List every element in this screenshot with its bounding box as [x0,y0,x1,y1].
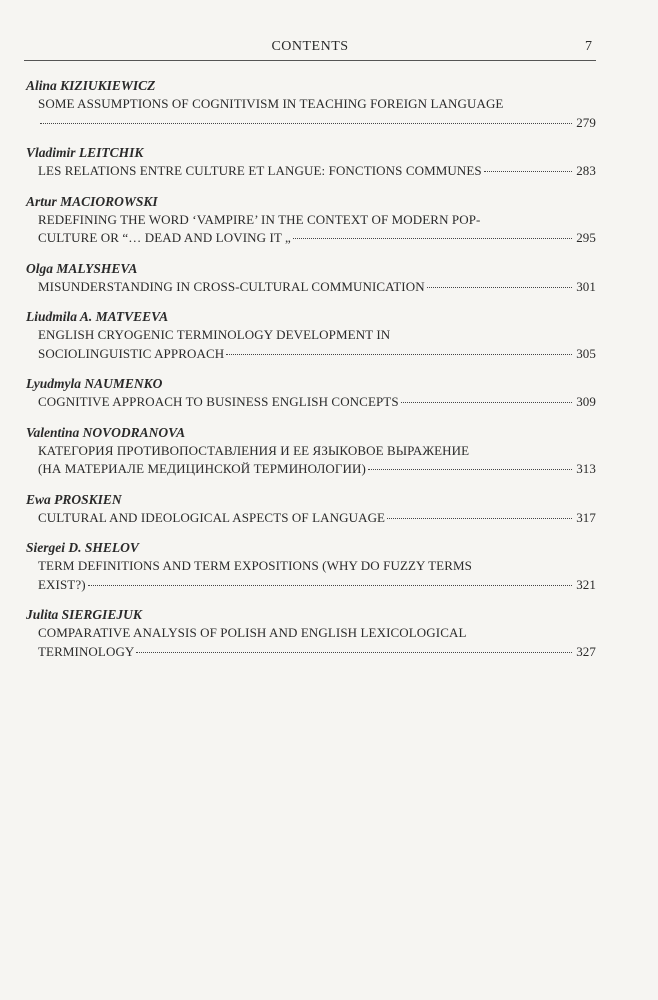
toc-entry [24,605,596,661]
entry-title [38,393,596,412]
entry-title-line: COMPARATIVE ANALYSIS OF POLISH AND ENGLISH LEXICOLOGICAL [38,625,467,640]
entry-author: Artur MACIOROWSKI [26,193,158,209]
dot-leader [40,112,572,123]
entry-page-number: 317 [576,509,596,525]
entry-author: Alina KIZIUKIEWICZ [26,78,156,93]
entry-leader-line [38,509,596,528]
entry-page-number: 327 [576,643,596,659]
dot-leader [401,392,573,403]
entry-page-number: 305 [576,345,596,361]
toc-entry [24,490,596,528]
entry-author: Ewa PROSKIEN [26,491,122,507]
entry-author: Lyudmyla NAUMENKO [26,376,163,391]
entry-leader-line [38,460,596,479]
entry-leader-line [38,229,596,248]
header-title: CONTENTS [271,39,349,54]
dot-leader [293,228,572,239]
entry-page-number: 283 [576,163,596,178]
entry-title-last-line: LES RELATIONS ENTRE CULTURE ET LANGUE: FONCTIONS COMMUNES [38,163,482,178]
entry-title [38,278,596,297]
dot-leader [88,574,573,585]
entry-title [38,557,596,594]
header-page-number: 7 [585,39,592,54]
entry-leader-line [38,278,596,297]
entry-author: Vladimir LEITCHIK [26,145,144,160]
entry-title-last-line: COGNITIVE APPROACH TO BUSINESS ENGLISH CONCEPTS [38,394,399,409]
toc-entry [24,538,596,594]
entry-page-number: 321 [576,576,596,592]
entry-page-number: 313 [576,461,596,476]
entry-title [38,509,596,528]
toc-entry [24,307,596,363]
entry-leader-line [38,114,596,133]
entry-leader-line [38,162,596,181]
dot-leader [368,459,572,470]
entry-title-last-line: EXIST?) [38,576,86,592]
entry-leader-line [38,643,596,662]
dot-leader [484,161,572,172]
entry-author: Olga MALYSHEVA [26,260,138,276]
entry-author: Siergei D. SHELOV [26,540,139,555]
dot-leader [226,343,572,354]
entry-title-line: SOME ASSUMPTIONS OF COGNITIVISM IN TEACHING FOREIGN LANGUAGE [38,96,504,111]
toc-entry [24,259,596,297]
dot-leader [427,276,573,287]
entry-title-last-line: CULTURE OR “… DEAD AND LOVING IT „ [38,230,291,245]
entry-title [38,624,596,661]
entry-title-last-line: CULTURAL AND IDEOLOGICAL ASPECTS OF LANGUAGE [38,509,386,525]
entry-leader-line [38,576,596,595]
entry-leader-line [38,393,596,412]
entry-title-line: ENGLISH CRYOGENIC TERMINOLOGY DEVELOPMENT IN [38,327,391,342]
table-of-contents [24,76,596,672]
entry-page-number: 279 [576,114,596,130]
toc-entry [24,192,596,248]
entry-title-last-line: MISUNDERSTANDING IN CROSS-CULTURAL COMMUNICATION [38,278,425,294]
running-header [24,38,596,61]
toc-entry [24,143,596,181]
entry-title [38,326,596,363]
entry-title-last-line: TERMINOLOGY [38,643,135,659]
entry-title-last-line: (НА МАТЕРИАЛЕ МЕДИЦИНСКОЙ ТЕРМИНОЛОГИИ) [38,461,366,476]
entry-title-last-line: SOCIOLINGUISTIC APPROACH [38,345,225,361]
entry-page-number: 309 [576,394,596,409]
entry-title [38,95,596,132]
entry-title-line: REDEFINING THE WORD ‘VAMPIRE’ IN THE CONTEXT OF MODERN POP- [38,211,481,227]
entry-author: Julita SIERGIEJUK [26,607,142,622]
entry-page-number: 301 [576,278,596,294]
entry-title [38,211,596,248]
toc-entry [24,76,596,132]
entry-title-line: TERM DEFINITIONS AND TERM EXPOSITIONS (WHY DO FUZZY TERMS [38,558,472,573]
dot-leader [136,641,572,652]
entry-author: Valentina NOVODRANOVA [26,424,186,440]
entry-leader-line [38,345,596,364]
entry-author: Liudmila A. MATVEEVA [26,309,169,324]
entry-title [38,162,596,181]
dot-leader [387,507,572,518]
entry-title-line: КАТЕГОРИЯ ПРОТИВОПОСТАВЛЕНИЯ И ЕЕ ЯЗЫКОВОЕ ВЫРАЖЕНИЕ [38,442,470,458]
entry-page-number: 295 [576,230,596,245]
toc-entry [24,374,596,412]
entry-title [38,442,596,479]
toc-entry [24,423,596,479]
